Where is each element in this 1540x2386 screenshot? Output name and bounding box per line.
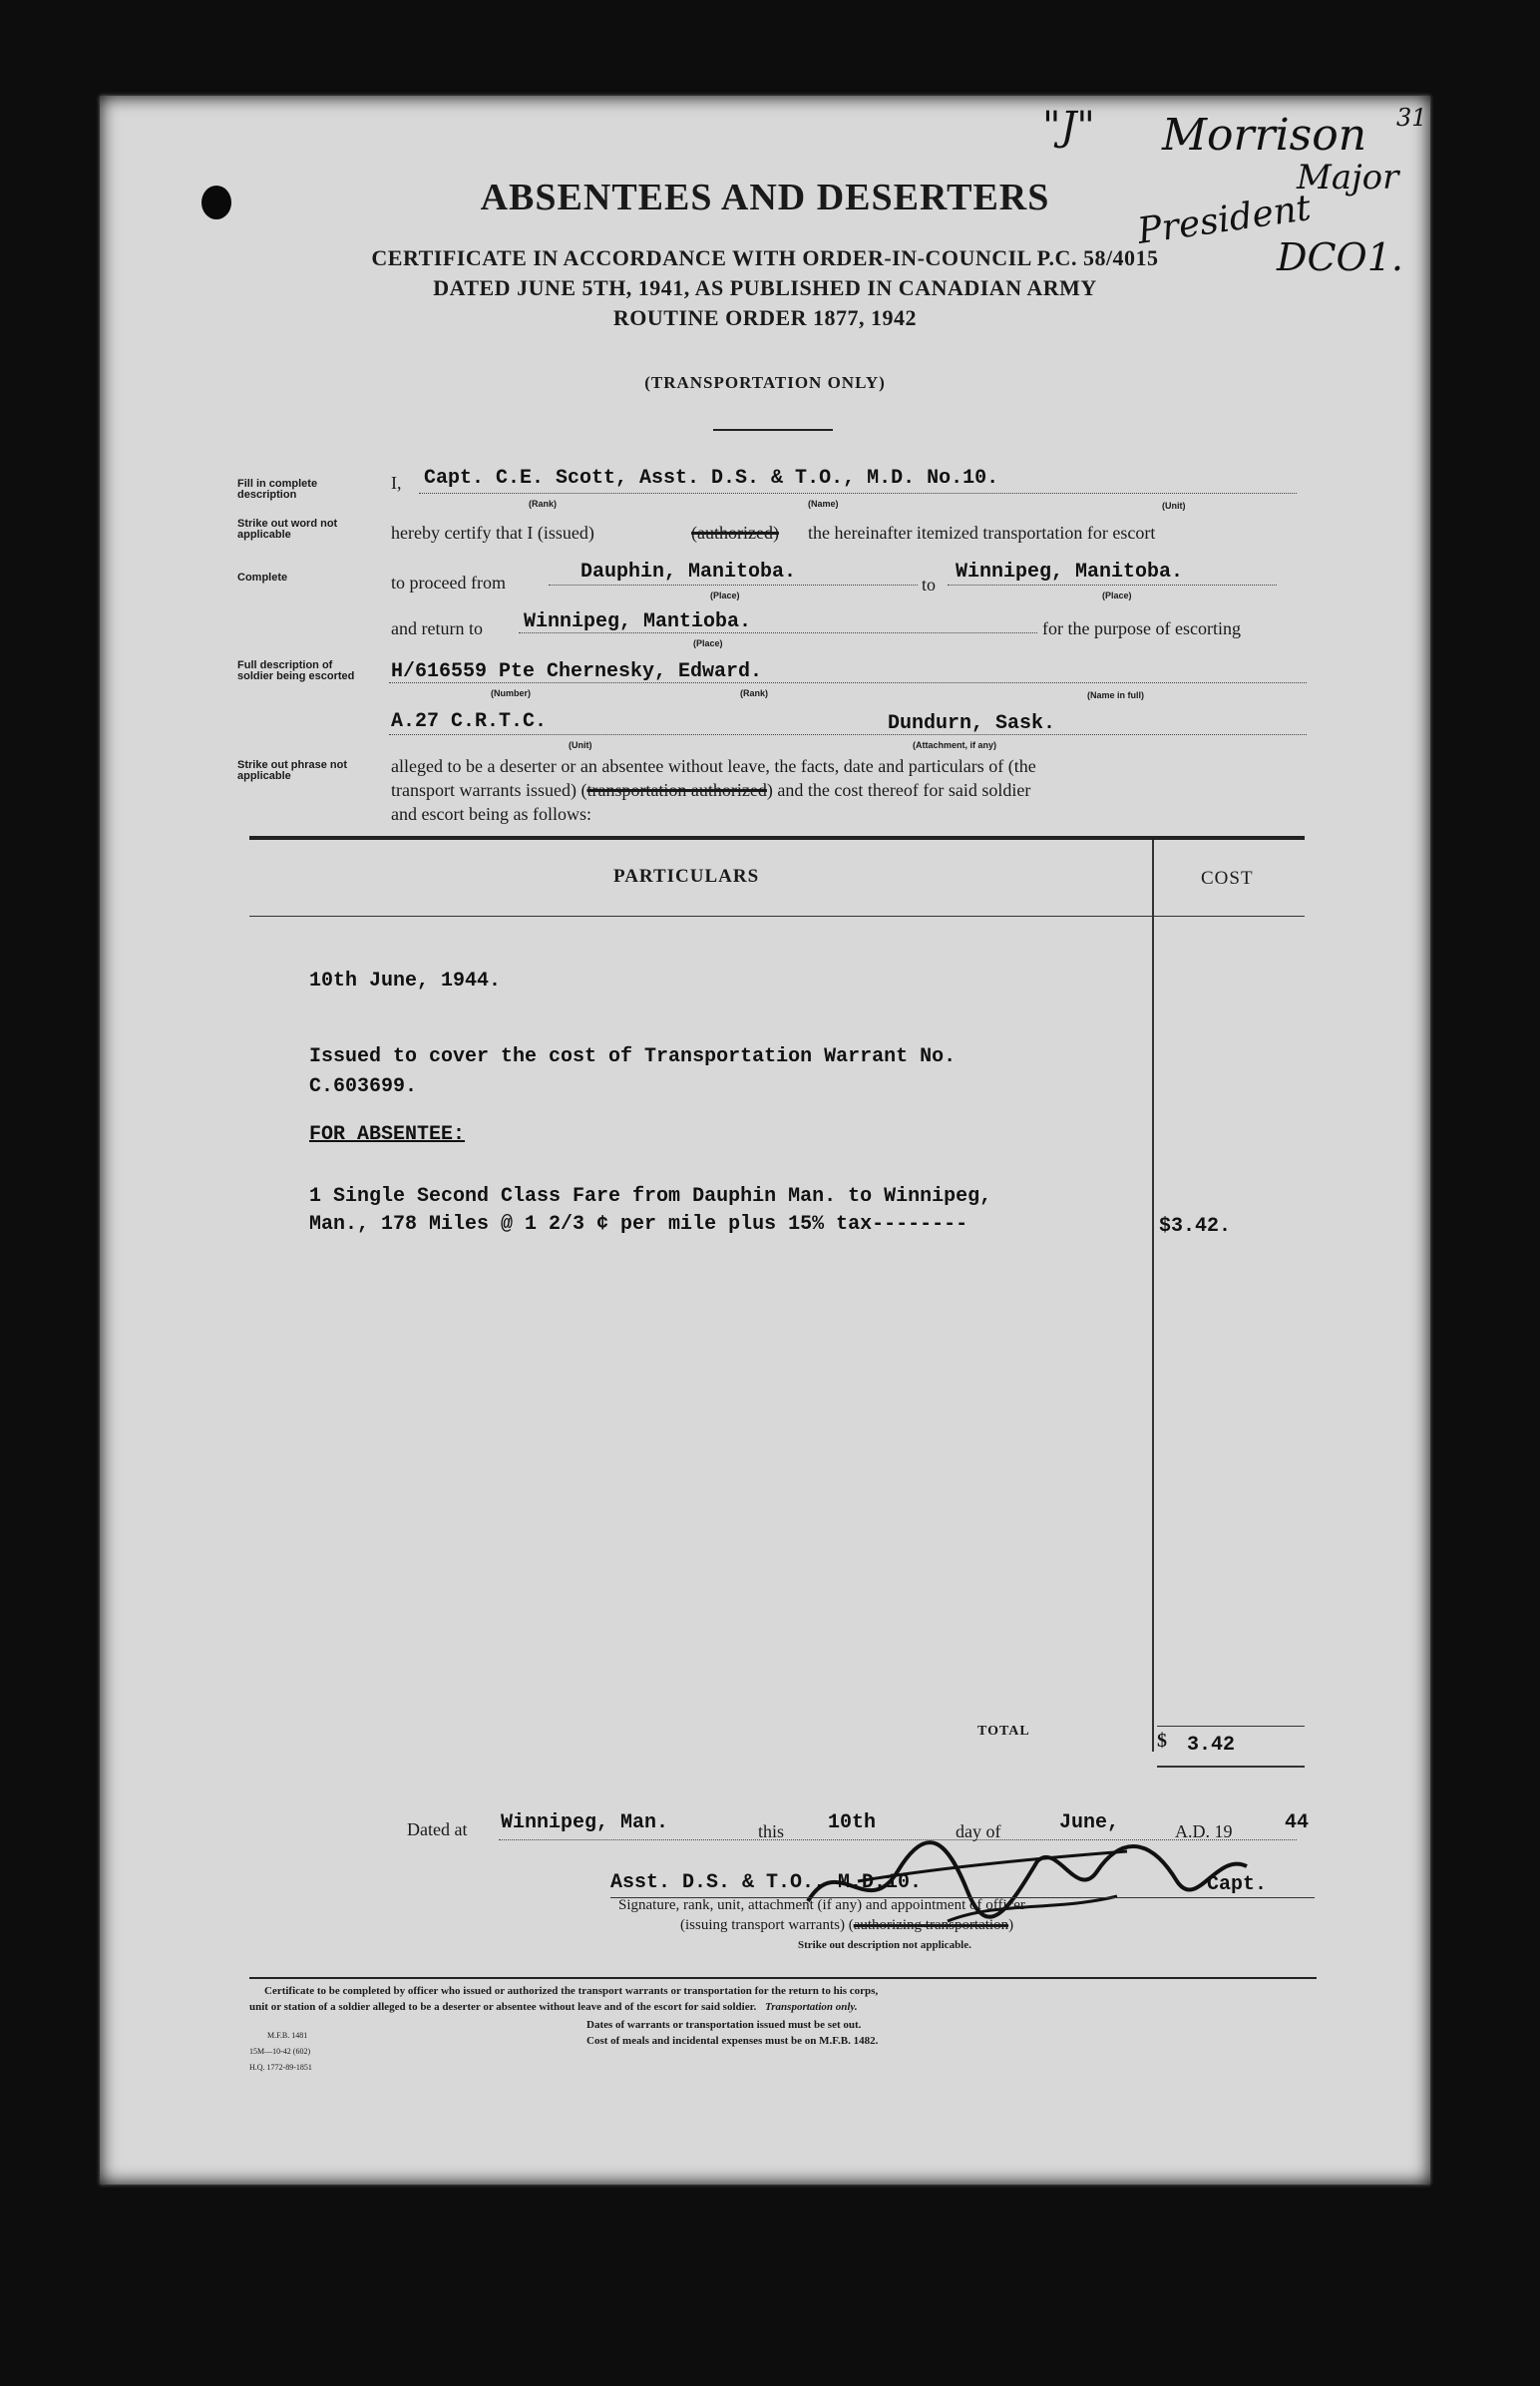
caption-unit-2: (Unit)	[569, 740, 592, 750]
certify-text-b: the hereinafter itemized transportation for escort	[808, 523, 1156, 543]
transportation-only-label: (TRANSPORTATION ONLY)	[644, 373, 886, 392]
margin-note-1: Fill in complete description	[237, 478, 318, 501]
total-label: TOTAL	[977, 1724, 1030, 1739]
footer-line-2-row	[249, 2001, 858, 2013]
caption-place-from: (Place)	[710, 591, 740, 600]
officer-description: Capt. C.E. Scott, Asst. D.S. & T.O., M.D. No.10.	[424, 467, 999, 490]
total-value: 3.42	[1187, 1734, 1236, 1757]
signature-label-2: (issuing transport warrants) (	[680, 1917, 854, 1933]
caption-unit: (Unit)	[1162, 501, 1186, 511]
alleged-text-b: transport warrants issued) (	[391, 780, 587, 800]
soldier-description: H/616559 Pte Chernesky, Edward.	[391, 660, 763, 683]
form-code-1: M.F.B. 1481	[267, 2031, 308, 2040]
officer-line	[419, 493, 1297, 494]
form-code-3: H.Q. 1772-89-1851	[249, 2063, 312, 2072]
soldier-unit: A.27 C.R.T.C.	[391, 710, 548, 733]
col-particulars: PARTICULARS	[613, 866, 760, 887]
footer-line-3: Dates of warrants or transportation issued must be set out.	[586, 2019, 862, 2031]
total-currency: $	[1157, 1730, 1167, 1752]
table-header-rule	[249, 916, 1305, 917]
signature-label-1: Signature, rank, unit, attachment (if any) and appointment of officer	[618, 1897, 1025, 1913]
particulars-fare-line-2: Man., 178 Miles @ 1 2/3 ¢ per mile plus 15% tax--------	[309, 1213, 968, 1236]
purpose-label: for the purpose of escorting	[1042, 618, 1241, 638]
footer-line-2: unit or station of a soldier alleged to be a deserter or absentee without leave and of the escort for said soldier.	[249, 2001, 757, 2013]
caption-name: (Name)	[808, 499, 839, 509]
caption-number: (Number)	[491, 688, 531, 698]
proceed-label: to proceed from	[391, 573, 506, 593]
caption-name-in-full: (Name in full)	[1087, 690, 1145, 700]
certify-text-a: hereby certify that I (issued)	[391, 523, 594, 543]
signature-label-2-row	[680, 1917, 1013, 1934]
caption-attachment: (Attachment, if any)	[913, 740, 997, 750]
footer-line-1: Certificate to be completed by officer who issued or authorized the transport warrants or transportation for the return to his corps,	[264, 1985, 879, 1997]
signature-label-2-end: )	[1008, 1917, 1014, 1933]
dated-ad: A.D. 19	[1175, 1821, 1233, 1841]
header-line-1: CERTIFICATE IN ACCORDANCE WITH ORDER-IN-COUNCIL P.C. 58/4015	[371, 245, 1159, 270]
particulars-date: 10th June, 1944.	[309, 970, 502, 993]
soldier-line	[389, 682, 1307, 683]
dated-this: this	[758, 1821, 785, 1841]
particulars-fare-cost: $3.42.	[1159, 1215, 1232, 1238]
dated-place: Winnipeg, Man.	[501, 1811, 669, 1834]
handwritten-rank: Major	[1297, 158, 1399, 198]
margin-note-4: Full description of soldier being escorted	[237, 659, 355, 682]
handwritten-ref: "J"	[1042, 104, 1095, 150]
return-line	[519, 632, 1037, 633]
caption-place-return: (Place)	[693, 638, 723, 648]
dated-month: June,	[1059, 1811, 1120, 1834]
footer-line-2-italic: Transportation only.	[764, 2001, 858, 2013]
dated-at-label: Dated at	[407, 1819, 468, 1839]
dated-year: 44	[1285, 1811, 1310, 1834]
table-top-rule	[249, 836, 1305, 840]
form-code-2: 15M—10-42 (602)	[249, 2047, 311, 2056]
footer-line-4: Cost of meals and incidental expenses must be on M.F.B. 1482.	[586, 2035, 879, 2047]
margin-note-3: Complete	[237, 572, 288, 584]
particulars-issued: Issued to cover the cost of Transportation Warrant No.	[309, 1045, 957, 1068]
dated-day: 10th	[828, 1811, 877, 1834]
margin-note-5: Strike out phrase not applicable	[237, 759, 348, 782]
table-cost-divider	[1152, 840, 1154, 1752]
header-line-3: ROUTINE ORDER 1877, 1942	[612, 305, 918, 330]
particulars-fare-line-1: 1 Single Second Class Fare from Dauphin Man. to Winnipeg,	[309, 1185, 992, 1208]
certificate-sheet	[100, 96, 1430, 2185]
particulars-warrant: C.603699.	[309, 1075, 418, 1098]
alleged-text-c: ) and the cost thereof for said soldier	[766, 780, 1031, 800]
alleged-struck-phrase: transportation authorized	[586, 780, 767, 800]
alleged-text-b-row	[391, 780, 1030, 801]
return-place: Winnipeg, Mantioba.	[524, 610, 752, 633]
signature-struck: authorizing transportation	[853, 1917, 1009, 1933]
dated-day-of: day of	[956, 1821, 1001, 1841]
alleged-text-a: alleged to be a deserter or an absentee without leave, the facts, date and particulars of (the	[391, 756, 1036, 776]
to-place: Winnipeg, Manitoba.	[956, 561, 1184, 584]
unit-line	[389, 734, 1307, 735]
header-line-2: DATED JUNE 5TH, 1941, AS PUBLISHED IN CANADIAN ARMY	[433, 275, 1097, 300]
from-place: Dauphin, Manitoba.	[580, 561, 797, 584]
handwritten-name: Morrison	[1162, 110, 1367, 161]
signature-typed: Asst. D.S. & T.O., M.D.10.	[610, 1871, 923, 1894]
from-line	[549, 585, 918, 586]
caption-rank: (Rank)	[529, 499, 558, 509]
col-cost: COST	[1201, 868, 1254, 889]
certify-struck-word: (authorized)	[691, 523, 779, 543]
total-top-rule	[1157, 1726, 1305, 1727]
signature-label-3: Strike out description not applicable.	[798, 1939, 971, 1951]
soldier-attachment: Dundurn, Sask.	[888, 712, 1056, 735]
handwritten-dco: DCO1.	[1277, 235, 1403, 279]
handwritten-president: President	[1134, 188, 1314, 252]
to-line	[948, 585, 1277, 586]
handwritten-page-number: 31	[1396, 104, 1427, 132]
margin-note-2: Strike out word not applicable	[237, 518, 338, 541]
alleged-text-d: and escort being as follows:	[391, 804, 591, 824]
caption-rank-2: (Rank)	[740, 688, 769, 698]
caption-place-to: (Place)	[1102, 591, 1132, 600]
header-divider	[713, 429, 833, 431]
form-i: I,	[391, 473, 402, 493]
total-bottom-rule	[1157, 1766, 1305, 1768]
return-label: and return to	[391, 618, 483, 638]
footer-rule	[249, 1977, 1317, 1979]
particulars-for-absentee: FOR ABSENTEE:	[309, 1123, 466, 1146]
signature-rank: Capt.	[1207, 1873, 1268, 1896]
to-label: to	[922, 575, 937, 595]
page-title: ABSENTEES AND DESERTERS	[480, 177, 1050, 218]
